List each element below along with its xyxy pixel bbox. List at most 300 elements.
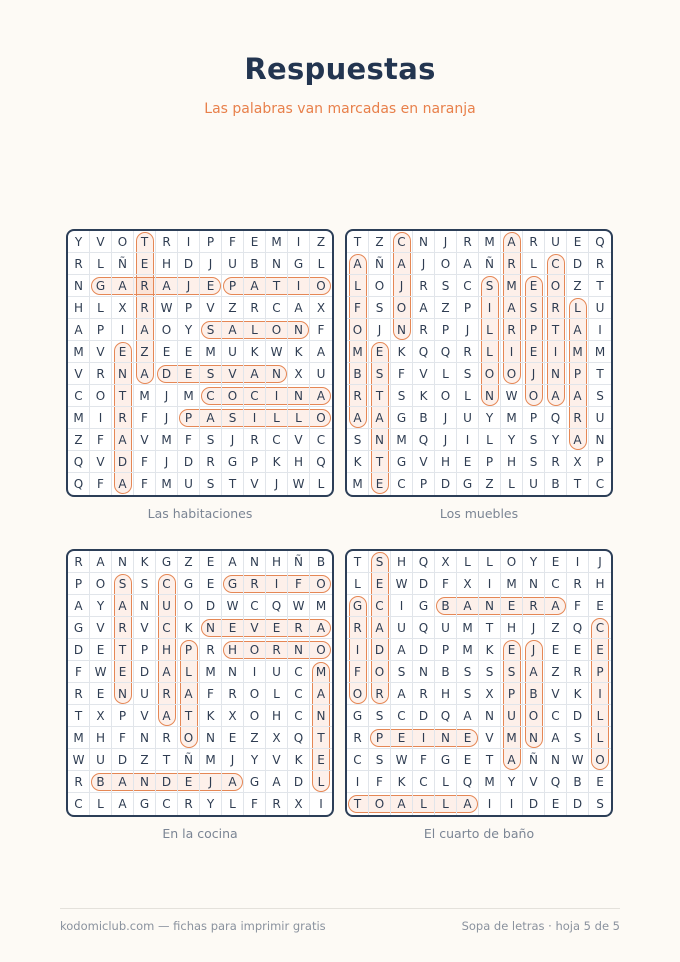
grid-letter: P	[178, 639, 200, 661]
puzzle-caption: Las habitaciones	[147, 506, 253, 521]
grid-letter: N	[266, 253, 288, 275]
grid-letter: R	[134, 297, 156, 319]
grid-cells	[347, 551, 611, 815]
grid-letter: A	[112, 793, 134, 815]
grid-letter: V	[523, 771, 545, 793]
grid-letter: H	[501, 617, 523, 639]
grid-letter: Q	[413, 429, 435, 451]
grid-letter: G	[222, 573, 244, 595]
grid-letter: C	[413, 771, 435, 793]
grid-letter: I	[288, 231, 310, 253]
grid-letter: L	[435, 793, 457, 815]
grid-letter: A	[413, 297, 435, 319]
grid-letter: M	[479, 231, 501, 253]
grid-letter: N	[244, 551, 266, 573]
grid-letter: N	[134, 771, 156, 793]
grid-letter: A	[112, 275, 134, 297]
grid-letter: O	[266, 319, 288, 341]
grid-letter: E	[369, 473, 391, 495]
grid-letter: N	[523, 727, 545, 749]
grid-letter: X	[90, 705, 112, 727]
grid-letter: A	[391, 639, 413, 661]
grid-letter: M	[391, 429, 413, 451]
grid-letter: A	[310, 683, 332, 705]
grid-letter: I	[244, 661, 266, 683]
grid-letter: P	[413, 473, 435, 495]
grid-letter: D	[68, 639, 90, 661]
grid-letter: X	[567, 451, 589, 473]
footer-page-text: Sopa de letras · hoja 5 de 5	[461, 919, 620, 933]
grid-letter: B	[567, 771, 589, 793]
grid-letter: F	[112, 727, 134, 749]
grid-letter: Z	[545, 661, 567, 683]
grid-letter: D	[369, 639, 391, 661]
grid-letter: C	[244, 385, 266, 407]
grid-letter: O	[310, 275, 332, 297]
grid-letter: E	[244, 231, 266, 253]
grid-letter: C	[391, 705, 413, 727]
grid-letter: A	[156, 705, 178, 727]
grid-letter: M	[156, 429, 178, 451]
grid-letter: O	[156, 319, 178, 341]
grid-letter: R	[501, 319, 523, 341]
grid-letter: L	[589, 705, 611, 727]
grid-letter: A	[457, 595, 479, 617]
grid-letter: W	[501, 385, 523, 407]
grid-letter: S	[222, 407, 244, 429]
grid-letter: B	[545, 473, 567, 495]
grid-letter: I	[589, 319, 611, 341]
grid-letter: Ñ	[523, 749, 545, 771]
grid-letter: O	[369, 275, 391, 297]
grid-letter: U	[391, 617, 413, 639]
grid-letter: U	[501, 705, 523, 727]
grid-letter: A	[347, 253, 369, 275]
grid-letter: F	[244, 793, 266, 815]
grid-letter: P	[523, 407, 545, 429]
grid-letter: R	[545, 297, 567, 319]
grid-letter: Q	[288, 727, 310, 749]
grid-letter: F	[347, 297, 369, 319]
grid-letter: D	[156, 771, 178, 793]
grid-letter: H	[589, 573, 611, 595]
grid-letter: M	[347, 473, 369, 495]
grid-letter: V	[90, 451, 112, 473]
grid-letter: T	[266, 275, 288, 297]
grid-letter: N	[68, 275, 90, 297]
grid-letter: A	[567, 385, 589, 407]
grid-letter: D	[112, 749, 134, 771]
grid-letter: E	[391, 727, 413, 749]
grid-letter: X	[266, 727, 288, 749]
grid-letter: O	[347, 683, 369, 705]
grid-letter: R	[589, 253, 611, 275]
grid-letter: A	[68, 595, 90, 617]
grid-letter: I	[567, 551, 589, 573]
grid-letter: R	[244, 573, 266, 595]
grid-letter: M	[310, 595, 332, 617]
grid-letter: Q	[545, 771, 567, 793]
grid-letter: C	[156, 573, 178, 595]
grid-letter: Y	[244, 749, 266, 771]
grid-letter: F	[222, 231, 244, 253]
grid-letter: E	[222, 727, 244, 749]
grid-letter: O	[112, 231, 134, 253]
grid-letter: K	[391, 771, 413, 793]
grid-letter: G	[244, 771, 266, 793]
grid-letter: L	[347, 573, 369, 595]
grid-letter: Z	[244, 727, 266, 749]
grid-letter: A	[545, 385, 567, 407]
grid-letter: C	[68, 793, 90, 815]
grid-letter: X	[112, 297, 134, 319]
grid-letter: S	[596, 797, 604, 811]
grid-letter: R	[156, 683, 178, 705]
grid-letter: F	[310, 319, 332, 341]
grid-letter: N	[288, 319, 310, 341]
grid-letter: L	[310, 771, 332, 793]
grid-letter: N	[134, 727, 156, 749]
grid-letter: U	[435, 617, 457, 639]
grid-letter: E	[523, 341, 545, 363]
grid-letter: M	[200, 341, 222, 363]
grid-letter: V	[90, 231, 112, 253]
grid-letter: Y	[545, 429, 567, 451]
grid-letter: Ñ	[178, 749, 200, 771]
grid-letter: E	[567, 231, 589, 253]
grid-letter: L	[310, 253, 332, 275]
grid-letter: O	[347, 319, 369, 341]
grid-letter: D	[435, 473, 457, 495]
grid-letter: S	[523, 429, 545, 451]
grid-letter: E	[567, 639, 589, 661]
grid-letter: R	[457, 341, 479, 363]
grid-letter: T	[479, 749, 501, 771]
grid-letter: A	[347, 407, 369, 429]
footer-divider	[60, 908, 620, 909]
grid-letter: C	[200, 385, 222, 407]
grid-letter: L	[523, 253, 545, 275]
grid-letter: C	[457, 275, 479, 297]
grid-letter: G	[457, 473, 479, 495]
grid-letter: V	[545, 683, 567, 705]
grid-letter: P	[567, 363, 589, 385]
grid-letter: M	[501, 407, 523, 429]
grid-letter: N	[112, 363, 134, 385]
grid-letter: U	[222, 341, 244, 363]
grid-letter: U	[156, 595, 178, 617]
grid-letter: D	[178, 253, 200, 275]
grid-letter: A	[244, 363, 266, 385]
grid-letter: Y	[178, 319, 200, 341]
grid-letter: O	[589, 749, 611, 771]
grid-letter: S	[347, 429, 369, 451]
grid-letter: T	[68, 705, 90, 727]
grid-letter: J	[156, 407, 178, 429]
grid-letter: R	[200, 639, 222, 661]
grid-letter: E	[457, 727, 479, 749]
grid-letter: R	[347, 385, 369, 407]
grid-letter: L	[435, 363, 457, 385]
grid-letter: O	[310, 639, 332, 661]
grid-letter: R	[523, 231, 545, 253]
grid-letter: Y	[523, 551, 545, 573]
grid-letter: A	[134, 319, 156, 341]
grid-letter: X	[222, 705, 244, 727]
grid-letter: R	[68, 771, 90, 793]
grid-letter: H	[90, 727, 112, 749]
grid-letter: A	[310, 617, 332, 639]
grid-letter: J	[156, 451, 178, 473]
grid-letter: R	[156, 727, 178, 749]
grid-letter: A	[266, 771, 288, 793]
grid-letter: K	[244, 341, 266, 363]
grid-letter: W	[288, 595, 310, 617]
grid-letter: I	[457, 429, 479, 451]
grid-letter: A	[369, 407, 391, 429]
grid-letter: C	[244, 595, 266, 617]
grid-letter: B	[347, 363, 369, 385]
grid-letter: G	[347, 705, 369, 727]
grid-letter: V	[266, 749, 288, 771]
grid-letter: T	[156, 749, 178, 771]
grid-letter: K	[200, 705, 222, 727]
grid-letter: E	[523, 275, 545, 297]
grid-letter: S	[435, 275, 457, 297]
grid-letter: B	[435, 661, 457, 683]
grid-letter: A	[391, 683, 413, 705]
grid-letter: E	[200, 551, 222, 573]
grid-letter: L	[90, 793, 112, 815]
grid-letter: S	[112, 573, 134, 595]
grid-letter: Q	[435, 341, 457, 363]
grid-letter: I	[244, 407, 266, 429]
grid-letter: W	[156, 297, 178, 319]
grid-letter: F	[134, 473, 156, 495]
grid-letter: A	[391, 793, 413, 815]
grid-letter: S	[501, 661, 523, 683]
grid-letter: M	[68, 407, 90, 429]
grid-letter: H	[156, 253, 178, 275]
grid-letter: Y	[90, 595, 112, 617]
grid-letter: I	[266, 573, 288, 595]
grid-letter: L	[413, 793, 435, 815]
grid-letter: V	[134, 705, 156, 727]
grid-letter: R	[567, 661, 589, 683]
grid-letter: V	[90, 617, 112, 639]
grid-letter: N	[112, 683, 134, 705]
grid-letter: E	[178, 771, 200, 793]
grid-letter: K	[347, 451, 369, 473]
grid-letter: J	[435, 429, 457, 451]
grid-letter: E	[178, 341, 200, 363]
grid-letter: H	[435, 451, 457, 473]
grid-letter: A	[457, 253, 479, 275]
grid-letter: E	[200, 275, 222, 297]
grid-letter: M	[68, 341, 90, 363]
grid-letter: Z	[68, 429, 90, 451]
grid-letter: O	[310, 407, 332, 429]
grid-letter: T	[178, 705, 200, 727]
grid-letter: A	[68, 319, 90, 341]
grid-letter: V	[413, 451, 435, 473]
grid-letter: E	[200, 573, 222, 595]
grid-letter: A	[200, 407, 222, 429]
grid-letter: P	[479, 451, 501, 473]
grid-letter: F	[391, 363, 413, 385]
grid-letter: T	[222, 473, 244, 495]
grid-letter: M	[347, 341, 369, 363]
grid-letter: Y	[501, 429, 523, 451]
grid-letter: R	[178, 793, 200, 815]
grid-letter: R	[347, 727, 369, 749]
grid-letter: R	[347, 617, 369, 639]
grid-letter: I	[347, 639, 369, 661]
grid-letter: R	[222, 683, 244, 705]
grid-letter: K	[413, 385, 435, 407]
grid-letter: Ñ	[479, 253, 501, 275]
puzzle-caption: El cuarto de baño	[423, 826, 535, 841]
puzzle-bano	[345, 549, 613, 841]
grid-letter: R	[567, 407, 589, 429]
grid-letter: B	[413, 407, 435, 429]
grid-letter: J	[156, 385, 178, 407]
grid-letter: S	[457, 661, 479, 683]
grid-letter: H	[501, 451, 523, 473]
grid-letter: L	[501, 473, 523, 495]
grid-letter: O	[244, 639, 266, 661]
grid-cells	[347, 231, 611, 495]
grid-letter: G	[134, 793, 156, 815]
grid-letter: F	[90, 429, 112, 451]
grid-cells	[68, 231, 332, 495]
grid-letter: F	[178, 429, 200, 451]
grid-letter: W	[391, 749, 413, 771]
grid-letter: P	[112, 705, 134, 727]
grid-letter: T	[112, 639, 134, 661]
grid-letter: L	[317, 477, 325, 491]
grid-letter: C	[545, 253, 567, 275]
grid-letter: L	[347, 275, 369, 297]
grid-letter: I	[479, 573, 501, 595]
grid-letter: V	[479, 727, 501, 749]
grid-letter: O	[369, 793, 391, 815]
grid-letter: A	[501, 231, 523, 253]
grid-letter: F	[288, 573, 310, 595]
grid-letter: D	[567, 705, 589, 727]
grid-letter: K	[567, 683, 589, 705]
grid-letter: I	[501, 341, 523, 363]
grid-letter: R	[68, 683, 90, 705]
grid-letter: M	[200, 749, 222, 771]
grid-letter: S	[523, 297, 545, 319]
grid-letter: C	[288, 661, 310, 683]
grid-letter: S	[200, 429, 222, 451]
grid-letter: C	[266, 429, 288, 451]
grid-letter: M	[589, 341, 611, 363]
grid-letter: Q	[545, 407, 567, 429]
grid-letter: O	[435, 253, 457, 275]
grid-letter: N	[479, 385, 501, 407]
grid-letter: N	[545, 749, 567, 771]
grid-letter: O	[501, 363, 523, 385]
grid-letter: Ñ	[112, 253, 134, 275]
grid-letter: U	[457, 407, 479, 429]
grid-letter: P	[200, 231, 222, 253]
grid-letter: A	[457, 705, 479, 727]
grid-letter: E	[112, 661, 134, 683]
grid-letter: L	[222, 793, 244, 815]
grid-letter: S	[369, 551, 391, 573]
grid-letter: L	[244, 319, 266, 341]
grid-letter: N	[435, 727, 457, 749]
grid-letter: T	[589, 363, 611, 385]
grid-letter: K	[178, 617, 200, 639]
grid-letter: U	[310, 363, 332, 385]
grid-letter: E	[457, 749, 479, 771]
grid-letter: I	[501, 793, 523, 815]
grid-letter: O	[222, 385, 244, 407]
grid-letter: I	[589, 683, 611, 705]
grid-letter: C	[391, 231, 413, 253]
grid-letter: X	[479, 683, 501, 705]
grid-letter: T	[134, 231, 156, 253]
grid-letter: C	[156, 793, 178, 815]
grid-letter: R	[266, 793, 288, 815]
grid-letter: Z	[545, 617, 567, 639]
puzzle-cocina	[66, 549, 334, 841]
grid-letter: O	[178, 595, 200, 617]
grid-letter: P	[369, 727, 391, 749]
grid-letter: I	[90, 407, 112, 429]
grid-letter: M	[457, 617, 479, 639]
grid-letter: A	[523, 661, 545, 683]
grid-letter: V	[200, 297, 222, 319]
grid-letter: R	[90, 363, 112, 385]
grid-letter: P	[222, 275, 244, 297]
grid-letter: A	[112, 429, 134, 451]
grid-letter: T	[310, 727, 332, 749]
grid-letter: P	[501, 683, 523, 705]
grid-letter: U	[545, 231, 567, 253]
grid-letter: R	[244, 429, 266, 451]
grid-letter: Z	[310, 231, 332, 253]
grid-letter: Ñ	[288, 551, 310, 573]
grid-letter: O	[244, 683, 266, 705]
grid-letter: F	[435, 573, 457, 595]
grid-letter: R	[266, 639, 288, 661]
grid-letter: A	[134, 363, 156, 385]
grid-letter: V	[68, 363, 90, 385]
grid-letter: R	[369, 683, 391, 705]
grid-letter: H	[288, 451, 310, 473]
grid-letter: J	[457, 319, 479, 341]
grid-letter: J	[391, 275, 413, 297]
grid-letter: B	[310, 551, 332, 573]
grid-letter: E	[156, 341, 178, 363]
grid-letter: W	[90, 661, 112, 683]
grid-letter: L	[479, 341, 501, 363]
grid-letter: W	[567, 749, 589, 771]
grid-letter: A	[112, 771, 134, 793]
grid-letter: C	[266, 297, 288, 319]
letter-grid	[345, 549, 613, 817]
grid-letter: R	[112, 617, 134, 639]
grid-letter: T	[479, 617, 501, 639]
grid-letter: N	[523, 573, 545, 595]
grid-letter: P	[589, 661, 611, 683]
grid-letter: X	[288, 363, 310, 385]
